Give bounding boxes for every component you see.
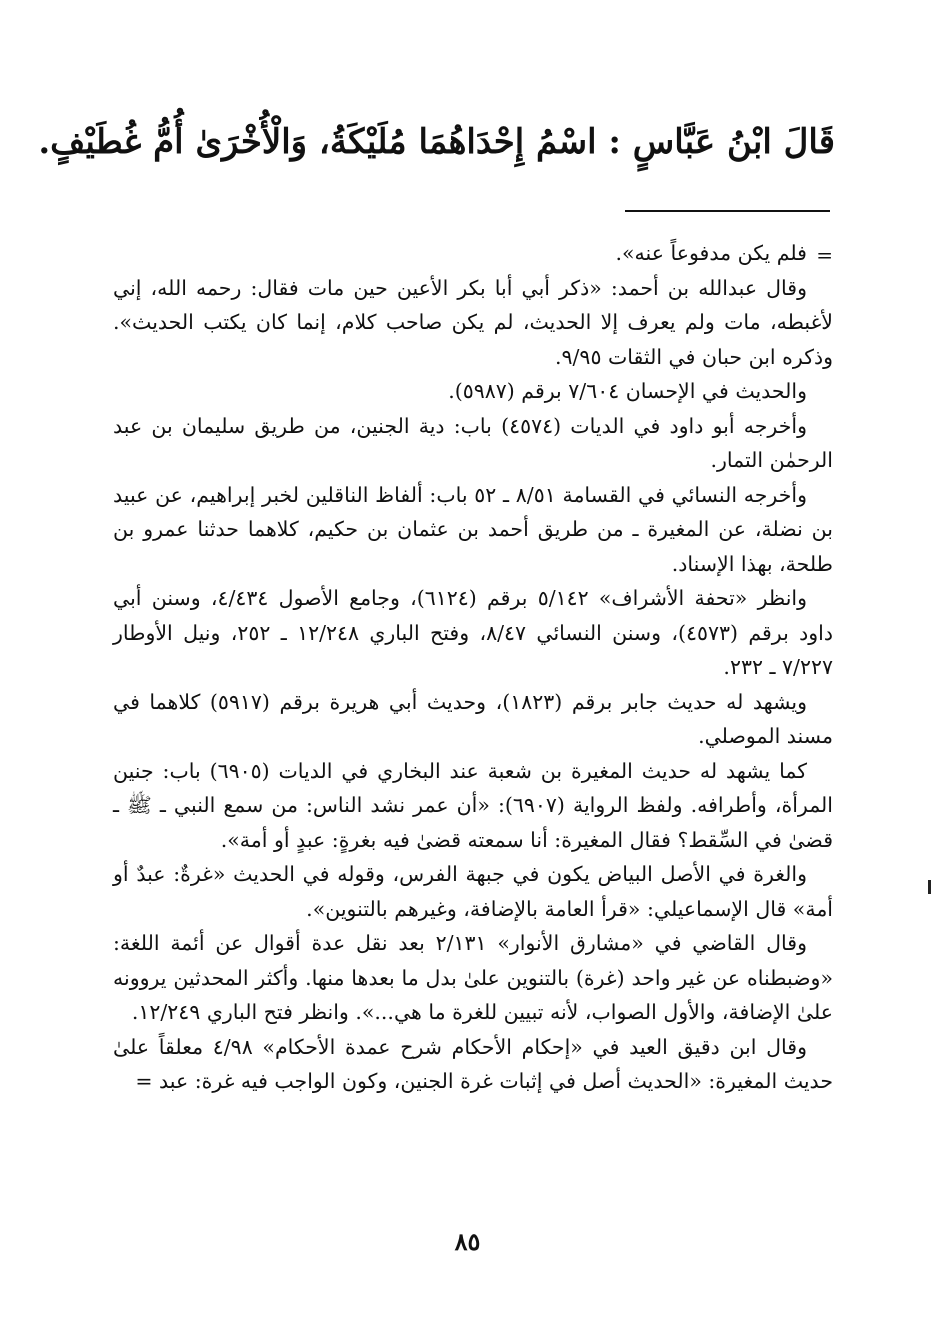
- footnote-paragraph: فلم يكن مدفوعاً عنه».: [615, 241, 807, 265]
- footnote-paragraph: وقال عبدالله بن أحمد: «ذكر أبي أبا بكر الأعين حين مات فقال: رحمه الله، إني لأغبطه، مات ولم يعرف إلا الحديث، لم يكن صاحب كلام، إنما كان يكتب الحديث». وذكره ابن حبان في الثقات ٩/٩٥.: [113, 275, 833, 369]
- footnote-separator: [625, 210, 830, 212]
- footnote-paragraph: وقال ابن دقيق العيد في «إحكام الأحكام شرح عمدة الأحكام» ٤/٩٨ معلقاً علىٰ حديث المغيرة: «الحديث أصل في إثبات غرة الجنين، وكون الواجب فيه غرة: عبد =: [113, 1034, 833, 1093]
- footnote-paragraph: والغرة في الأصل البياض يكون في جبهة الفرس، وقوله في الحديث «غرةٌ: عبدٌ أو أمة» قال الإسماعيلي: «قرأ العامة بالإضافة، وغيرهم بالتنوين».: [113, 862, 833, 921]
- footnotes: [113, 236, 833, 1099]
- footnote-paragraph: وأخرجه أبو داود في الديات (٤٥٧٤) باب: دية الجنين، من طريق سليمان بن عبد الرحمٰن التمار.: [113, 413, 833, 472]
- footnote-paragraph: وانظر «تحفة الأشراف» ٥/١٤٢ برقم (٦١٢٤)، وجامع الأصول ٤/٤٣٤، وسنن أبي داود برقم (٤٥٧٣)، وسنن النسائي ٨/٤٧، وفتح الباري ١٢/٢٤٨ ـ ٢٥٢، ونيل الأوطار ٧/٢٢٧ ـ ٢٣٢.: [113, 586, 833, 679]
- continuation-mark: =: [816, 243, 833, 267]
- footnote-paragraph: وأخرجه النسائي في القسامة ٨/٥١ ـ ٥٢ باب: ألفاظ الناقلين لخبر إبراهيم، عن عبيد بن نضلة، عن المغيرة ـ من طريق أحمد بن عثمان بن حكيم، كلاهما حدثنا عمرو بن طلحة، بهذا الإسناد.: [113, 482, 833, 576]
- footnote-paragraph: ويشهد له حديث جابر برقم (١٨٢٣)، وحديث أبي هريرة برقم (٥٩١٧) كلاهما في مسند الموصلي.: [113, 689, 833, 748]
- footnote-paragraph: والحديث في الإحسان ٧/٦٠٤ برقم (٥٩٨٧).: [448, 379, 807, 403]
- page-number: ٨٥: [454, 1227, 481, 1256]
- scan-artifact: [928, 880, 931, 894]
- main-text: قَالَ ابْنُ عَبَّاسٍ : اسْمُ إِحْدَاهُمَا مُلَيْكَةُ، وَالْأُخْرَىٰ أُمُّ غُطَيْفٍ.: [38, 122, 835, 162]
- footnote-paragraph: وقال القاضي في «مشارق الأنوار» ٢/١٣١ بعد نقل عدة أقوال عن أئمة اللغة: «وضبطناه عن غير واحد (غرة) بالتنوين علىٰ بدل ما بعدها منها. وأكثر المحدثين يروونه علىٰ الإضافة، والأول الصواب، لأنه تبيين للغرة ما هي...». وانظر فتح الباري ١٢/٢٤٩.: [113, 931, 833, 1024]
- footnote-paragraph: كما يشهد له حديث المغيرة بن شعبة عند البخاري في الديات (٦٩٠٥) باب: جنين المرأة، وأطرافه. ولفظ الرواية (٦٩٠٧): «أن عمر نشد الناس: من سمع النبي ـ ﷺ ـ قضىٰ في السِّقط؟ فقال المغيرة: أنا سمعته قضىٰ فيه بغرةٍ: عبدٍ أو أمة».: [113, 758, 834, 852]
